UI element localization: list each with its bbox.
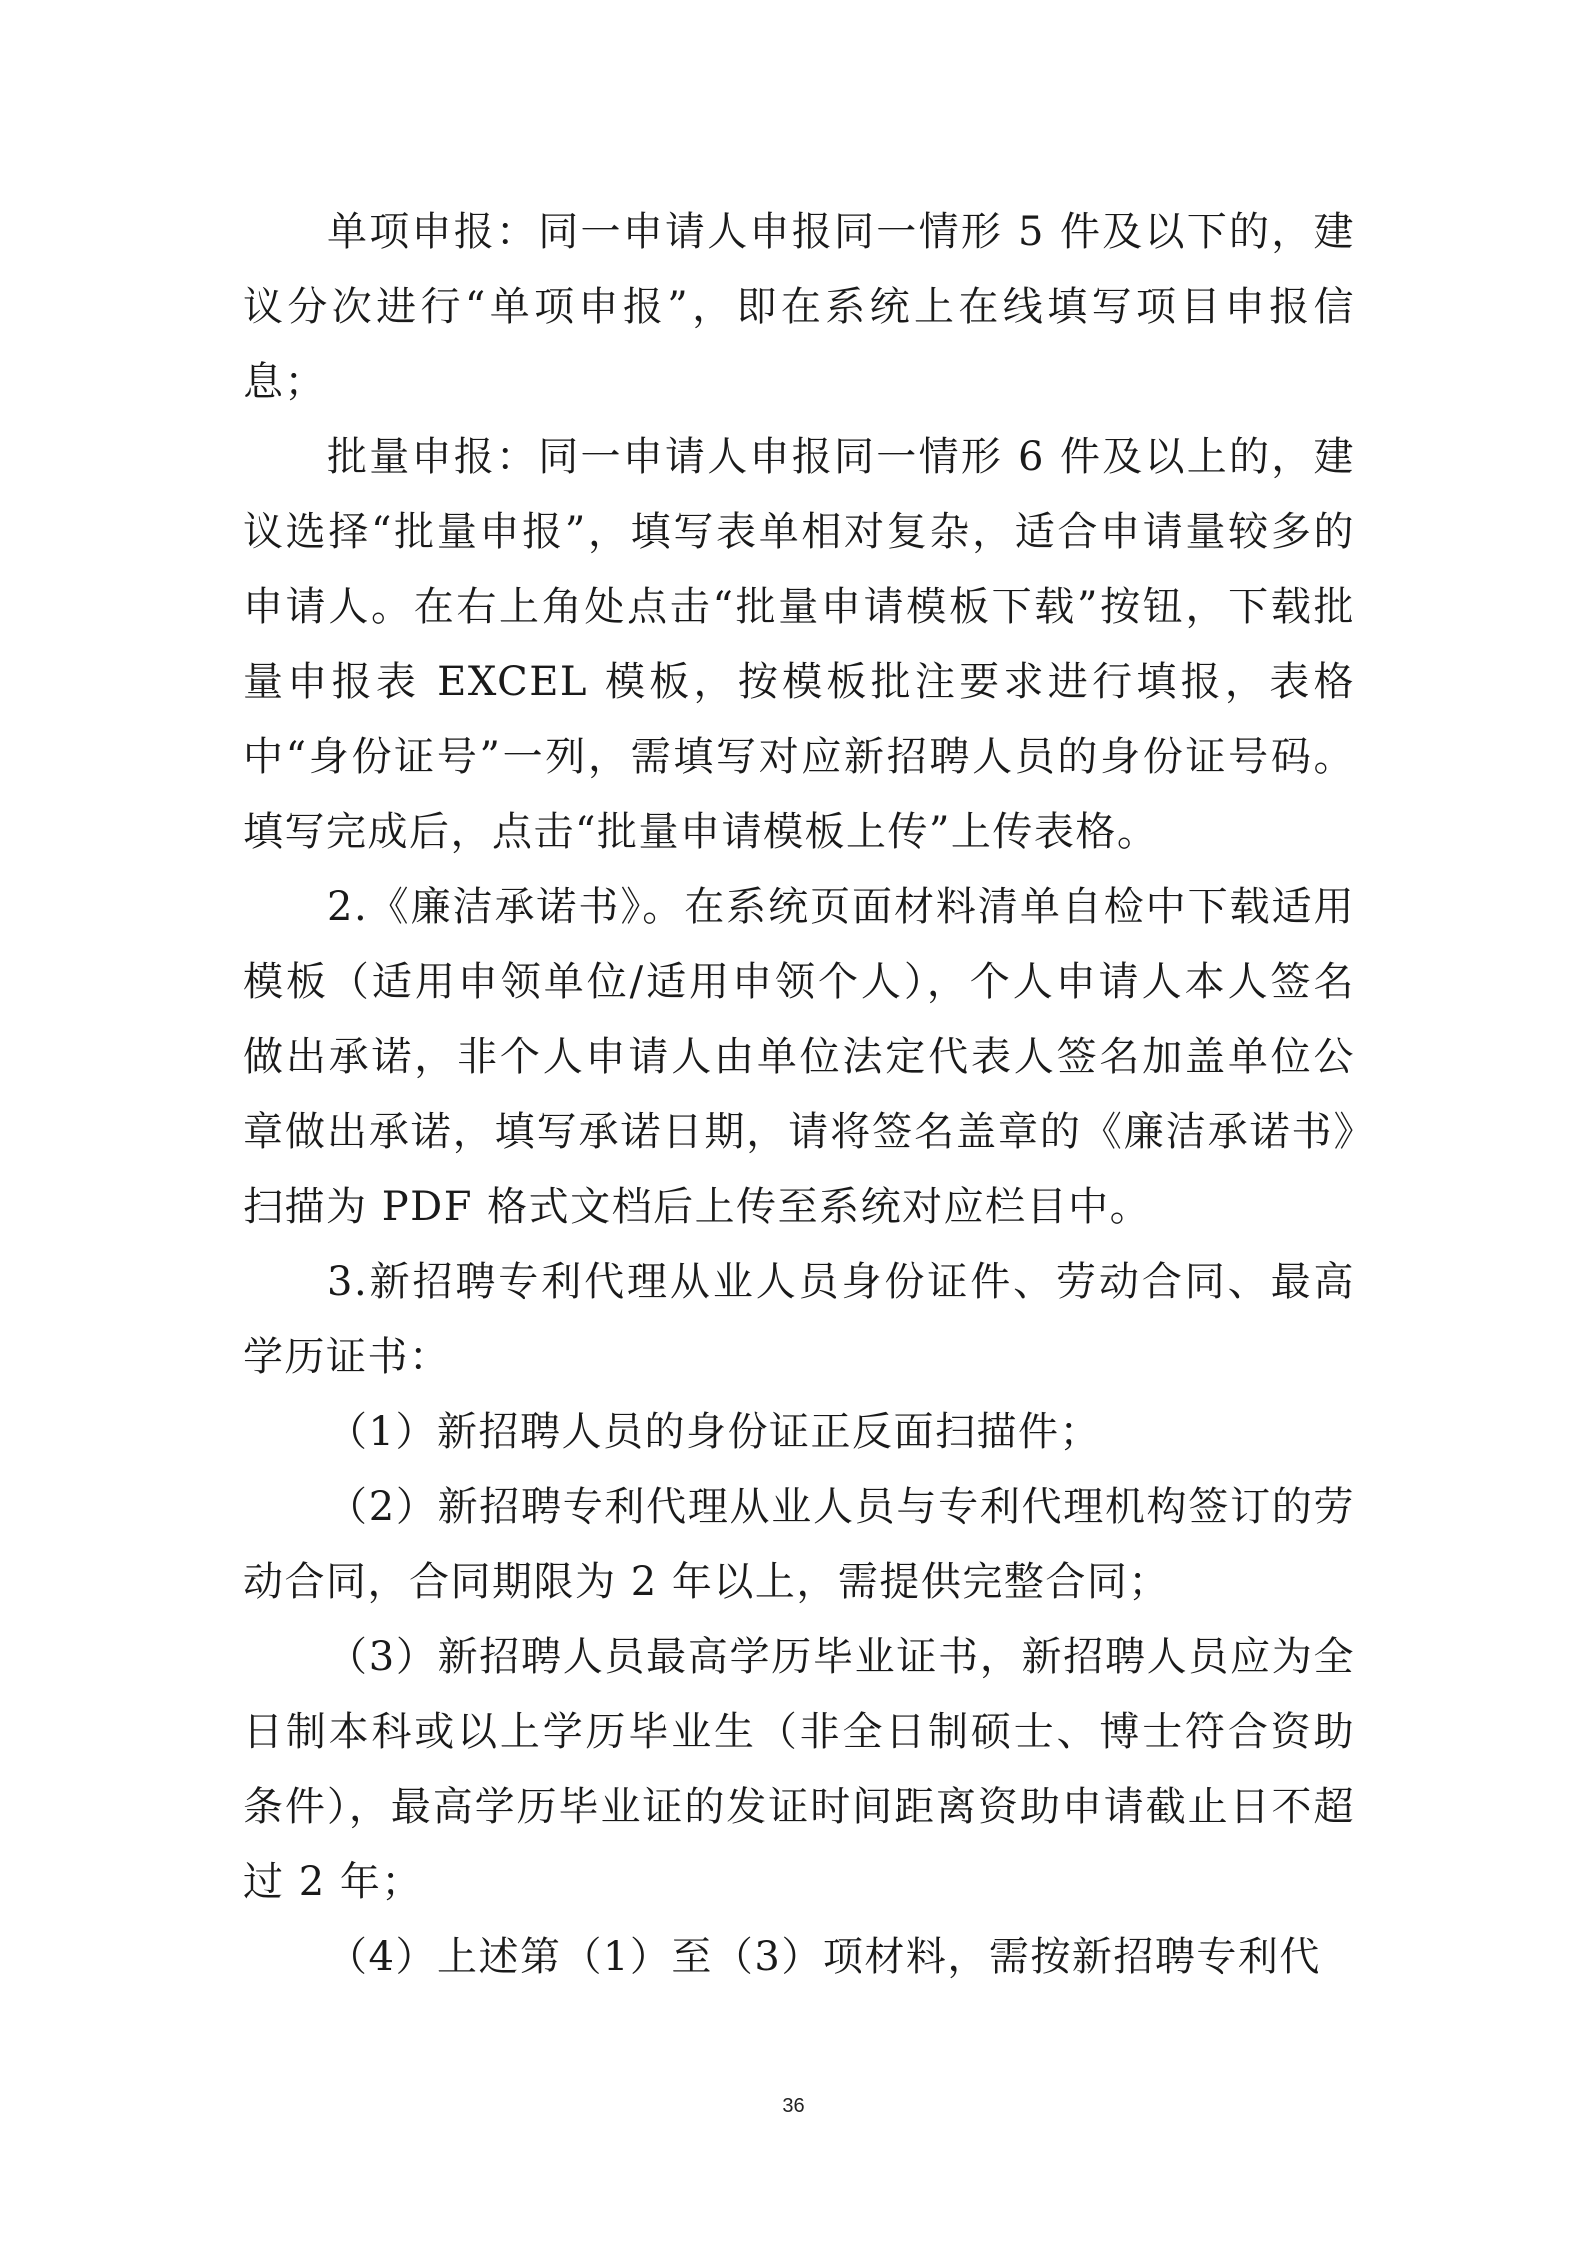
paragraph-item-3-diploma: （3）新招聘人员最高学历毕业证书，新招聘人员应为全日制本科或以上学历毕业生（非全日制硕士、博士符合资助条件），最高学历毕业证的发证时间距离资助申请截止日不超过 2 年； xyxy=(243,1634,1355,1905)
page-number: 36 xyxy=(782,2095,805,2117)
paragraph-batch-application: 批量申报：同一申请人申报同一情形 6 件及以上的，建议选择“批量申报”，填写表单相对复杂，适合申请量较多的申请人。在右上角处点击“批量申请模板下载”按钮，下载批量申报表 EXCEL 模板，按模板批注要求进行填报，表格中“身份证号”一列，需填写对应新招聘人员的身份证号码。填写完成后，点击“批量申请模板上传”上传表格。 xyxy=(243,434,1355,855)
paragraph-item-1-id-card: （1）新招聘人员的身份证正反面扫描件； xyxy=(327,1409,1101,1455)
paragraph-single-application: 单项申报：同一申请人申报同一情形 5 件及以下的，建议分次进行“单项申报”，即在系统上在线填写项目申报信息； xyxy=(243,209,1355,405)
paragraph-item-2-labor-contract: （2）新招聘专利代理从业人员与专利代理机构签订的劳动合同，合同期限为 2 年以上，需提供完整合同； xyxy=(243,1484,1355,1605)
paragraph-item-4-materials: （4）上述第（1）至（3）项材料，需按新招聘专利代 xyxy=(327,1934,1321,1980)
paragraph-integrity-pledge: 2.《廉洁承诺书》。在系统页面材料清单自检中下载适用模板（适用申领单位/适用申领个人），个人申请人本人签名做出承诺，非个人申请人由单位法定代表人签名加盖单位公章做出承诺，填写承诺日期，请将签名盖章的《廉洁承诺书》扫描为 PDF 格式文档后上传至系统对应栏目中。 xyxy=(243,884,1355,1230)
document-body xyxy=(243,195,1355,1995)
paragraph-new-hire-documents: 3.新招聘专利代理从业人员身份证件、劳动合同、最高学历证书： xyxy=(243,1259,1355,1380)
